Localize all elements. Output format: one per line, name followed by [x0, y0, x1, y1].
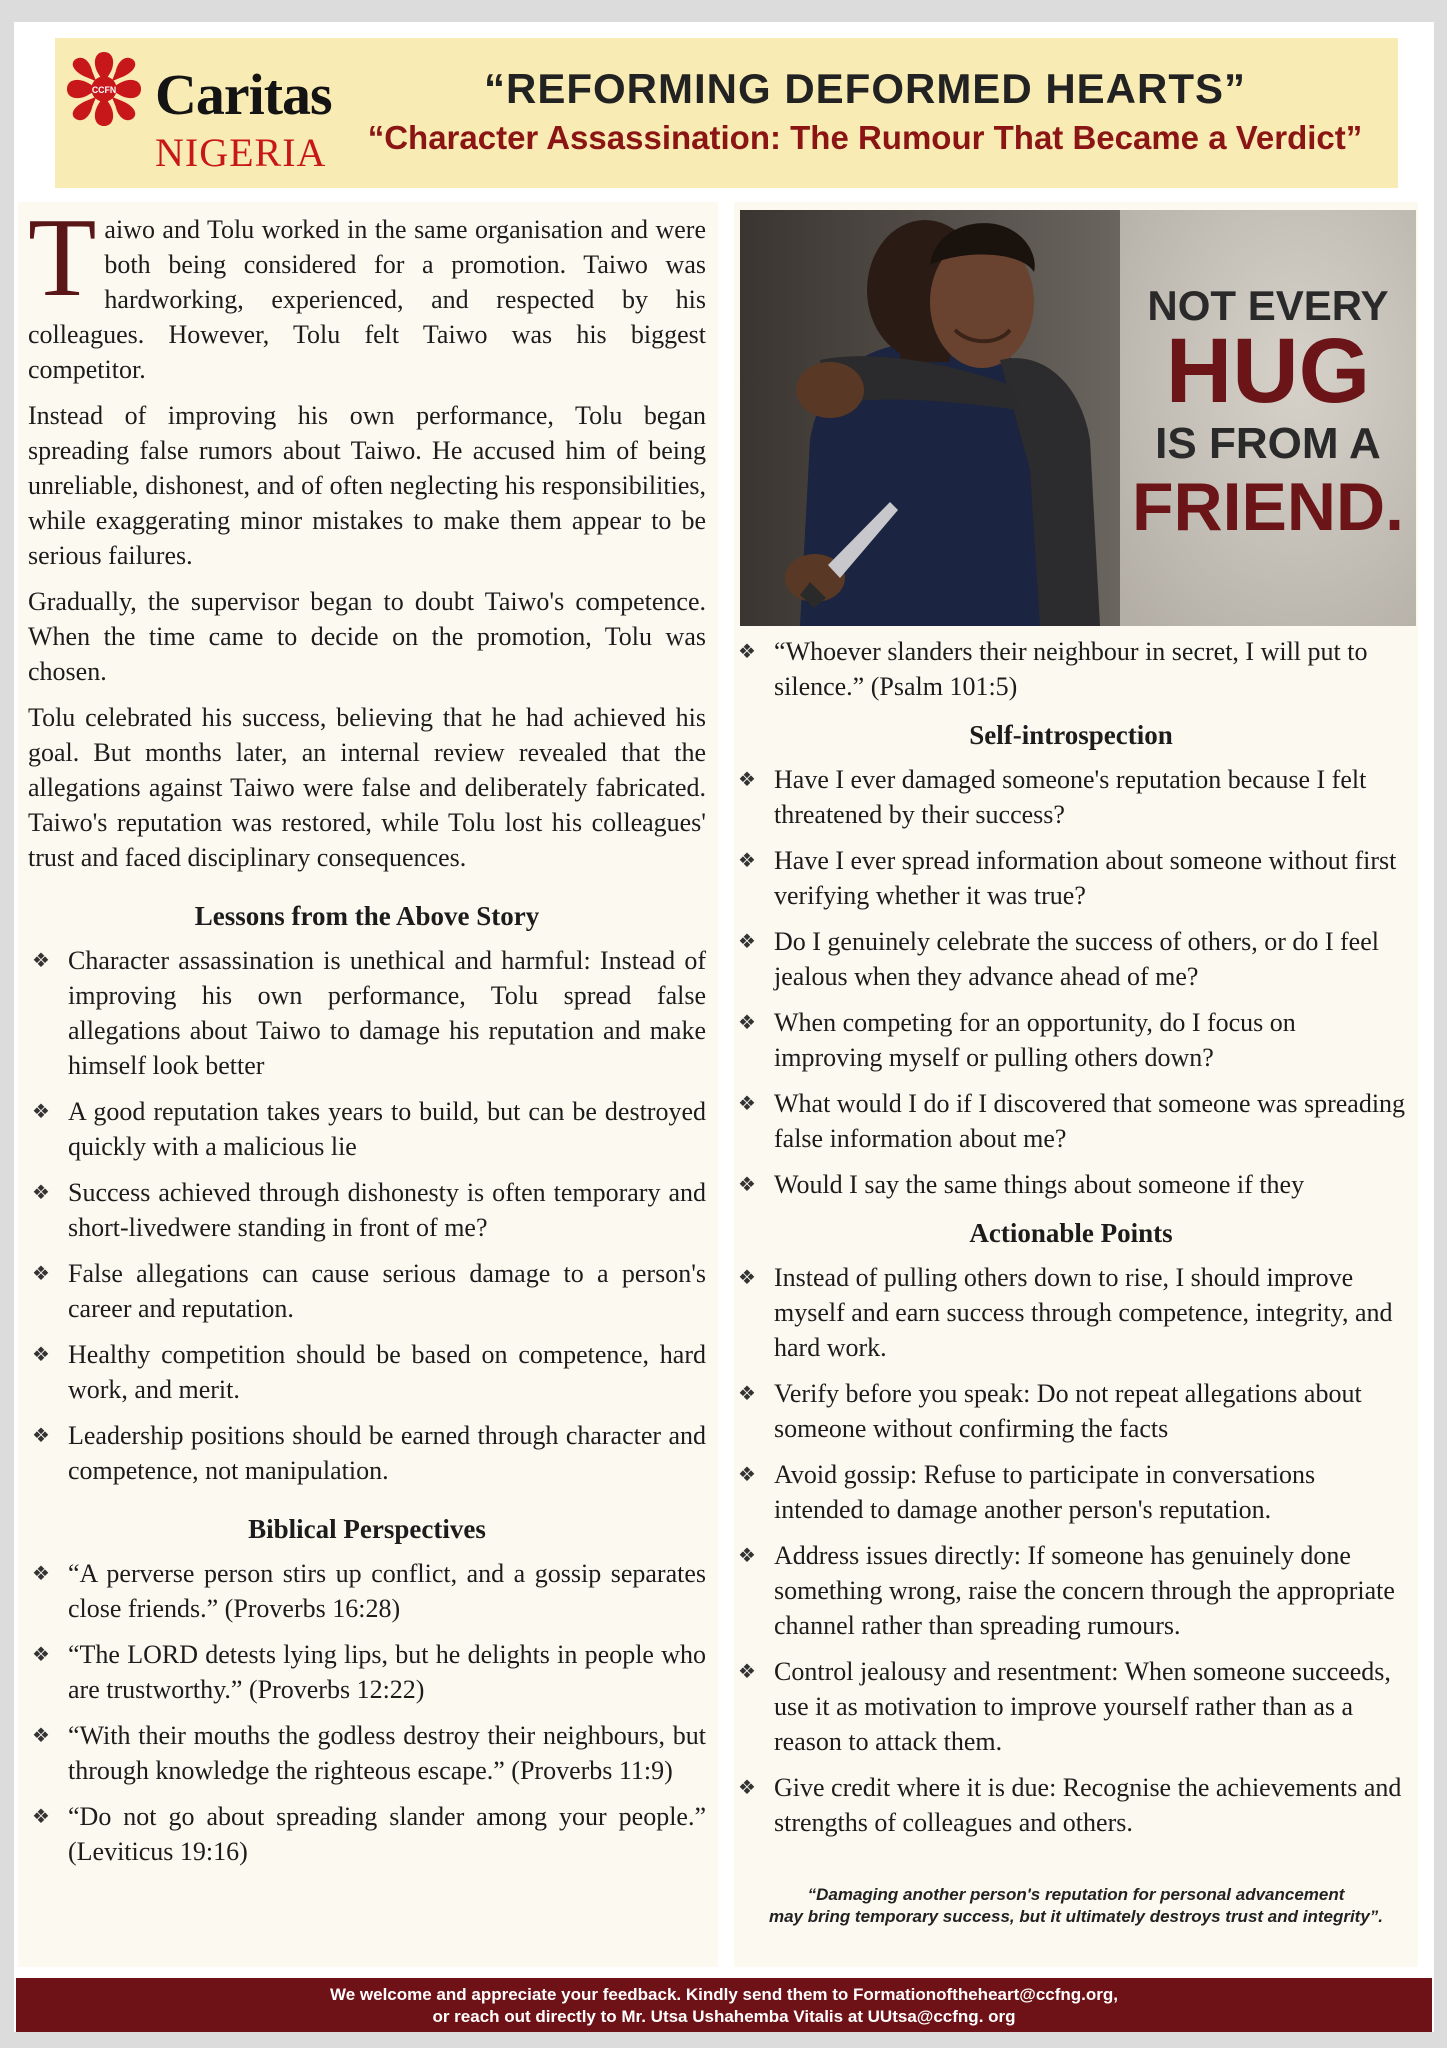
list-item [734, 762, 1408, 832]
list-item [734, 1376, 1408, 1446]
list-item-text: Have I ever spread information about someone without first verifying whether it was true? [774, 846, 1397, 910]
bullet-icon: ❖ [32, 1423, 50, 1447]
actions-heading: Actionable Points [969, 1218, 1173, 1248]
poster-line-1: NOT EVERY [1147, 282, 1389, 329]
list-item-text: Would I say the same things about someone if they [774, 1170, 1305, 1199]
list-item [734, 1654, 1408, 1759]
poster-line-2: HUG [1165, 320, 1371, 422]
list-item-text: Character assassination is unethical and harmful: Instead of improving his own performance, Tolu spread false allegations about Taiwo to damage his reputation and make himself look better [68, 946, 706, 1080]
list-item-text: “The LORD detests lying lips, but he delights in people who are trustworthy.” (Proverbs 12:22) [68, 1640, 706, 1704]
story-paragraph-4: Tolu celebrated his success, believing that he had achieved his goal. But months later, an internal review revealed that the allegations against Taiwo were false and deliberately fabricated. Taiwo's reputation was restored, while Tolu lost his colleagues' trust and faced disciplinary consequences. [28, 703, 706, 872]
bullet-icon: ❖ [738, 1091, 756, 1115]
list-item-text: Give credit where it is due: Recognise the achievements and strengths of colleagues and others. [774, 1773, 1402, 1837]
bullet-icon: ❖ [32, 1804, 50, 1828]
list-item [734, 1086, 1408, 1156]
list-item-text: Address issues directly: If someone has genuinely done something wrong, raise the concern through the appropriate channel rather than spreading rumours. [774, 1541, 1395, 1640]
list-item [734, 924, 1408, 994]
lessons-list [28, 943, 706, 1488]
bullet-icon: ❖ [738, 1010, 756, 1034]
bullet-icon: ❖ [738, 1381, 756, 1405]
list-item-text: “With their mouths the godless destroy their neighbours, but through knowledge the righteous escape.” (Proverbs 11:9) [68, 1721, 706, 1785]
drop-cap: T [28, 196, 97, 320]
list-item [28, 1094, 706, 1164]
page-title: “REFORMING DEFORMED HEARTS” [484, 65, 1246, 112]
bullet-icon: ❖ [738, 1659, 756, 1683]
list-item-text: Avoid gossip: Refuse to participate in conversations intended to damage another person's reputation. [774, 1460, 1316, 1524]
list-item-text: Have I ever damaged someone's reputation because I felt threatened by their success? [774, 765, 1367, 829]
lessons-heading: Lessons from the Above Story [194, 901, 540, 931]
bullet-icon: ❖ [32, 1561, 50, 1585]
list-item-text: Healthy competition should be based on competence, hard work, and merit. [68, 1340, 706, 1404]
introspection-heading: Self-introspection [969, 720, 1173, 750]
bullet-icon: ❖ [32, 1723, 50, 1747]
list-item [734, 843, 1408, 913]
list-item [28, 943, 706, 1083]
list-item [734, 1260, 1408, 1365]
list-item-text: Leadership positions should be earned through character and competence, not manipulation. [68, 1421, 706, 1485]
page-subtitle: “Character Assassination: The Rumour That Became a Verdict” [367, 119, 1363, 156]
logo-country: NIGERIA [155, 130, 327, 175]
bullet-icon: ❖ [32, 1342, 50, 1366]
biblical-heading: Biblical Perspectives [248, 1514, 486, 1544]
bullet-icon: ❖ [738, 639, 756, 663]
introspection-list [734, 762, 1408, 1202]
list-item-text: Success achieved through dishonesty is often temporary and short-livedwere standing in front of me? [68, 1178, 706, 1242]
bullet-icon: ❖ [738, 1775, 756, 1799]
header-banner [55, 38, 1398, 188]
bullet-icon: ❖ [32, 1261, 50, 1285]
closing-quote-line-2: may bring temporary success, but it ultimately destroys trust and integrity”. [768, 1907, 1384, 1926]
list-item-text: What would I do if I discovered that someone was spreading false information about me? [774, 1089, 1406, 1153]
logo-abbrev: CCFN [91, 84, 117, 95]
list-item-text: When competing for an opportunity, do I focus on improving myself or pulling others down? [774, 1008, 1296, 1072]
list-item [28, 1418, 706, 1488]
list-item-text: “Whoever slanders their neighbour in secret, I will put to silence.” (Psalm 101:5) [774, 637, 1368, 701]
list-item [28, 1637, 706, 1707]
list-item-text: A good reputation takes years to build, but can be destroyed quickly with a malicious lie [68, 1097, 706, 1161]
list-item-text: “Do not go about spreading slander among your people.” (Leviticus 19:16) [68, 1802, 706, 1866]
footer-banner [16, 1978, 1432, 2032]
closing-quote [734, 1884, 1418, 1928]
list-item [734, 1457, 1408, 1527]
list-item [734, 634, 1408, 704]
poster-line-3: IS FROM A [1155, 419, 1381, 468]
list-item [28, 1718, 706, 1788]
list-item-text: Control jealousy and resentment: When someone succeeds, use it as motivation to improve yourself rather than as a reason to attack them. [774, 1657, 1391, 1756]
story-paragraph-2: Instead of improving his own performance, Tolu began spreading false rumors about Taiwo. He accused him of being unreliable, dishonest, and of often neglecting his responsibilities, while exaggerating minor mistakes to make them appear to be serious failures. [28, 401, 706, 570]
footer-line-2: or reach out directly to Mr. Utsa Ushahemba Vitalis at UUtsa@ccfng. org [432, 2007, 1016, 2026]
actions-list [734, 1260, 1408, 1840]
list-item [28, 1556, 706, 1626]
left-column [18, 196, 718, 1967]
bullet-icon: ❖ [738, 1265, 756, 1289]
bullet-icon: ❖ [738, 848, 756, 872]
bullet-icon: ❖ [32, 1642, 50, 1666]
footer-line-1: We welcome and appreciate your feedback. Kindly send them to Formationoftheheart@ccfng.org, [329, 1985, 1119, 2004]
biblical-list [28, 1556, 706, 1869]
list-item [28, 1799, 706, 1869]
bullet-icon: ❖ [738, 1462, 756, 1486]
bullet-icon: ❖ [738, 767, 756, 791]
bullet-icon: ❖ [738, 929, 756, 953]
list-item [28, 1256, 706, 1326]
right-text-block [734, 634, 1418, 1851]
bullet-icon: ❖ [738, 1543, 756, 1567]
list-item-text: Verify before you speak: Do not repeat allegations about someone without confirming the facts [774, 1379, 1362, 1443]
list-item [734, 1167, 1408, 1202]
story-paragraph-3: Gradually, the supervisor began to doubt Taiwo's competence. When the time came to decide on the promotion, Tolu was chosen. [28, 587, 706, 686]
list-item [28, 1175, 706, 1245]
story-p1-text: aiwo and Tolu worked in the same organisation and were both being considered for a promotion. Taiwo was hardworking, experienced, and respected by his colleagues. However, Tolu felt Taiwo was his biggest competitor. [28, 215, 706, 384]
caritas-cross-logo-icon [65, 48, 143, 130]
bullet-icon: ❖ [32, 1180, 50, 1204]
story-paragraph-1 [28, 196, 706, 387]
bullet-icon: ❖ [32, 1099, 50, 1123]
list-item-text: Do I genuinely celebrate the success of others, or do I feel jealous when they advance ahead of me? [774, 927, 1379, 991]
list-item [734, 1538, 1408, 1643]
list-item [734, 1770, 1408, 1840]
betrayal-hug-image [740, 210, 1416, 626]
right-column [734, 202, 1418, 1967]
bullet-icon: ❖ [32, 948, 50, 972]
list-item-text: “A perverse person stirs up conflict, and a gossip separates close friends.” (Proverbs 16:28) [68, 1559, 706, 1623]
list-item [28, 1337, 706, 1407]
list-item-text: Instead of pulling others down to rise, I should improve myself and earn success through competence, integrity, and hard work. [774, 1263, 1393, 1362]
logo-name: Caritas [155, 62, 332, 127]
biblical-list-continued [734, 634, 1408, 704]
closing-quote-line-1: “Damaging another person's reputation for personal advancement [807, 1885, 1345, 1904]
list-item [734, 1005, 1408, 1075]
poster-line-4: FRIEND. [1132, 469, 1404, 545]
bullet-icon: ❖ [738, 1172, 756, 1196]
list-item-text: False allegations can cause serious damage to a person's career and reputation. [68, 1259, 706, 1323]
